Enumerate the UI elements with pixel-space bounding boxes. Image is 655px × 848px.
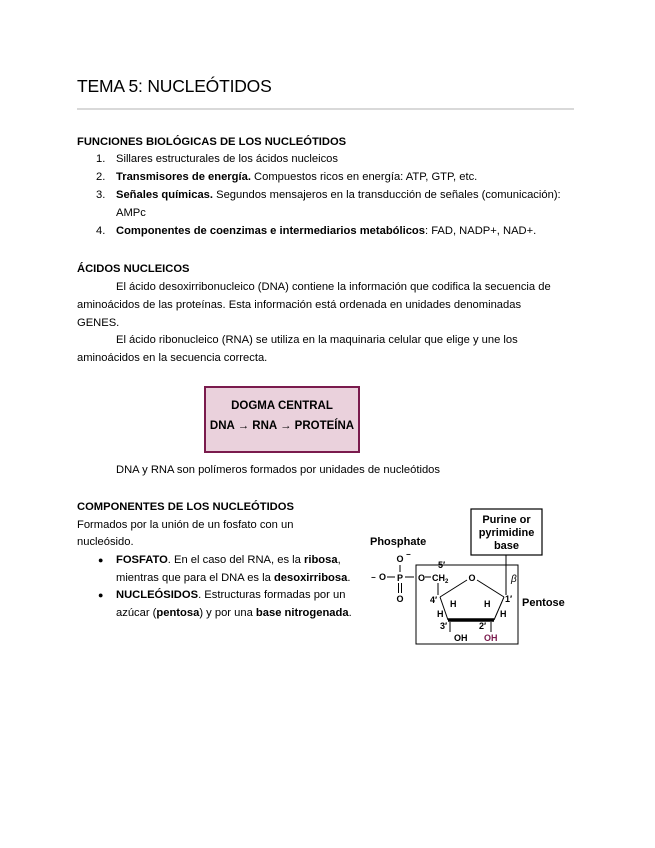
list-item: [116, 189, 561, 201]
list-item-text: : FAD, NADP+, NAD+.: [424, 225, 537, 237]
list-item-bold: Componentes de coenzimas e intermediarios metabólicos: [116, 225, 425, 237]
atom-o-top: O: [396, 554, 404, 564]
carbon-4-label: 4′: [430, 595, 438, 605]
bond-o-c1: [477, 580, 504, 597]
list-item: [116, 153, 338, 165]
list-item-text: Compuestos ricos en energía: ATP, GTP, etc.: [250, 171, 478, 183]
base-label-line3: base: [493, 540, 520, 552]
list-item-bold: Señales químicas.: [116, 189, 214, 201]
central-dogma-box: [204, 386, 360, 453]
section-heading-funciones: FUNCIONES BIOLÓGICAS DE LOS NUCLEÓTIDOS: [77, 136, 347, 148]
h-c3: H: [437, 609, 444, 619]
bullet-dot: ●: [98, 555, 104, 565]
bullet-text: ,: [337, 554, 341, 566]
paragraph-line: El ácido ribonucleico (RNA) se utiliza en la maquinaria celular que elige y une los: [116, 334, 518, 346]
bullet-dot: ●: [98, 590, 104, 600]
list-number: 2.: [96, 171, 106, 183]
oh-c3: OH: [454, 633, 468, 643]
list-item-bold: Transmisores de energía.: [116, 171, 251, 183]
figure-caption: DNA y RNA son polímeros formados por unidades de nucleótidos: [116, 464, 440, 476]
bullet-text: .: [348, 607, 352, 619]
oh-c2: OH: [484, 633, 498, 643]
ring-oxygen: O: [468, 573, 476, 583]
ch2-label: $CH_2$: [432, 573, 449, 585]
bullet-text: . En el caso del RNA, es la: [167, 554, 304, 566]
bullet-text: . Estructuras formadas por un: [198, 589, 346, 601]
atom-p: P: [396, 573, 404, 583]
atom-o-ester: O: [418, 573, 426, 583]
paragraph-line: aminoácidos en la secuencia correcta.: [77, 352, 268, 364]
intro-line: nucleósido.: [77, 536, 134, 548]
dogma-title: DOGMA CENTRAL: [231, 400, 333, 412]
paragraph-line: aminoácidos de las proteínas. Esta información está ordenada en unidades denominadas: [77, 299, 522, 311]
section-heading-acidos: ÁCIDOS NUCLEICOS: [77, 263, 190, 275]
bullet-bold: FOSFATO: [116, 554, 168, 566]
carbon-2-label: 2′: [479, 621, 487, 631]
pentose-label: Pentose: [522, 597, 565, 609]
h-c2: H: [500, 609, 507, 619]
carbon-3-label: 3′: [440, 621, 448, 631]
atom-o-bottom: O: [396, 594, 404, 604]
bullet-bold: ribosa: [303, 554, 338, 566]
base-label-line1: Purine or: [482, 514, 531, 526]
carbon-1-label: 1′: [505, 594, 513, 604]
nucleotide-diagram: [368, 505, 578, 650]
phosphate-label: Phosphate: [370, 536, 427, 548]
bullet-item: [116, 553, 341, 567]
bullet-text: ) y por una: [199, 607, 256, 619]
bullet-text: azúcar (: [116, 607, 157, 619]
bullet-text: .: [347, 572, 351, 584]
atom-o-left: O: [379, 572, 387, 582]
bullet-item: [116, 588, 345, 602]
page-title: TEMA 5: NUCLEÓTIDOS: [77, 76, 272, 96]
list-item: [116, 225, 536, 237]
title-divider: [77, 108, 574, 110]
dogma-flow: DNA → RNA → PROTEÍNA: [209, 420, 355, 432]
intro-line: Formados por la unión de un fosfato con un: [77, 519, 294, 531]
bullet-bold: NUCLEÓSIDOS: [116, 589, 199, 601]
bullet-bold: desoxirribosa: [273, 572, 348, 584]
list-item-continuation: AMPc: [116, 207, 146, 219]
list-item: [116, 171, 477, 183]
beta-label: β: [511, 574, 517, 585]
list-item-text: Segundos mensajeros en la transducción de señales (comunicación):: [213, 189, 561, 201]
base-label-line2: pyrimidine: [478, 527, 535, 539]
paragraph-line: El ácido desoxirribonucleico (DNA) contiene la información que codifica la secuencia de: [116, 281, 551, 293]
carbon-5-label: 5′: [438, 560, 446, 570]
h-c1: H: [484, 599, 491, 609]
bullet-bold: base nitrogenada: [255, 607, 349, 619]
list-number: 4.: [96, 225, 106, 237]
section-heading-componentes: COMPONENTES DE LOS NUCLEÓTIDOS: [77, 501, 294, 513]
bullet-item-continuation: [116, 606, 352, 620]
list-number: 3.: [96, 189, 106, 201]
charge-left: −: [371, 573, 376, 582]
list-item-text: Sillares estructurales de los ácidos nucleicos: [116, 153, 338, 165]
paragraph-line: GENES.: [77, 317, 120, 329]
bullet-bold: pentosa: [156, 607, 200, 619]
bullet-item-continuation: [116, 571, 350, 585]
list-number: 1.: [96, 153, 106, 165]
charge-top: −: [406, 550, 411, 559]
bullet-text: mientras que para el DNA es la: [116, 572, 274, 584]
h-c4: H: [450, 599, 457, 609]
